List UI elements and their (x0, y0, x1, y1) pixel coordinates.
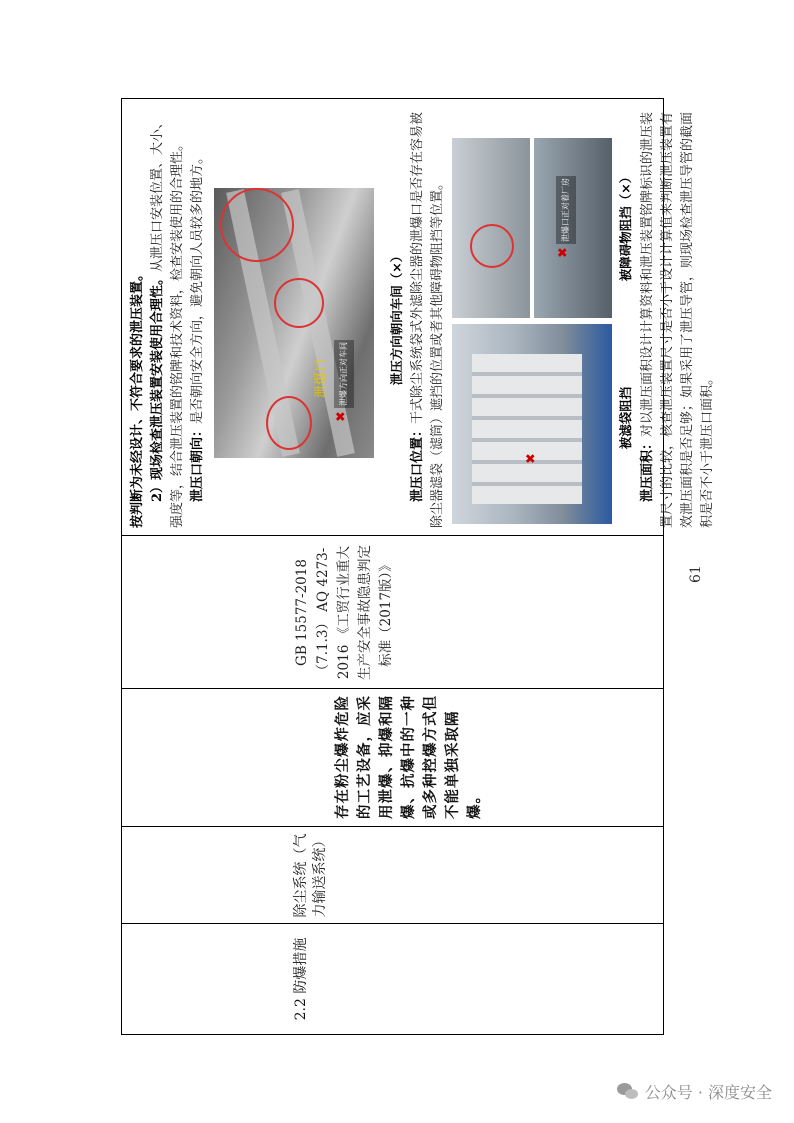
dust-collector-body (472, 354, 582, 504)
vent-direction-photo-area (214, 107, 374, 528)
vent-position-photo-area (452, 107, 633, 528)
check-rationality-heading: 2）现场检查泄压装置安装使用合理性。 (150, 271, 165, 502)
vent-position-block (408, 107, 718, 528)
vent-outlet-label: 泄爆口 (314, 358, 329, 398)
photo-caption: 被滤袋阻挡 (618, 386, 633, 450)
vent-area-heading: 泄压面积： (640, 436, 655, 502)
x-mark-icon: ✖ (556, 247, 571, 258)
obstacle-photo-bottom (534, 138, 612, 318)
photo-annotation: 泄爆口正对着厂房 (556, 176, 576, 244)
vent-position-text: 干式除尘系统袋式外滤除尘器的泄爆口是否存在容易被除尘器滤袋（滤筒）遮挡的位置或者其他障碍物阻挡等位置。 (410, 111, 445, 528)
photo-caption: 被障碍物阻挡（×） (618, 170, 633, 282)
vent-direction-photo (214, 188, 374, 458)
wechat-icon (617, 1083, 639, 1101)
page-number: 61 (688, 565, 704, 583)
vent-area-paragraph (638, 107, 718, 528)
system-cell: 除尘系统（气力输送系统） (293, 833, 328, 918)
photo-caption: 泄压方向朝向车间（×） (389, 249, 404, 386)
check-rationality-paragraph (148, 107, 188, 528)
watermark (617, 1080, 772, 1103)
check-rationality-text: 从泄压口安装位置、大小、强度等，结合泄压装置的铭牌和技术资料，检查安装使用的合理性。 (150, 115, 185, 528)
vent-position-paragraph (408, 107, 448, 528)
highlight-circle (470, 224, 514, 268)
requirement-cell: 存在粉尘爆炸危险的工艺设备，应采用泄爆、抑爆和隔爆、抗爆中的一种或多种控爆方式但不能单独采取隔爆。 (335, 695, 483, 819)
item-number-cell: 2.2 防爆措施 (293, 937, 309, 1021)
vent-direction-heading: 泄压口朝向： (190, 423, 205, 502)
vent-position-heading: 泄压口位置： (410, 423, 425, 502)
vent-area-text: 对以泄压面积设计计算资料和泄压装置铭牌标识的泄压装置尺寸的比较，核查泄压装置尺寸是否小于设计计算值来判断泄压装置有效泄压面积是否足够；如果采用了泄压导管，则现场检查泄压导管的截面积是否不小于泄压口面积。 (640, 111, 715, 528)
highlight-circle (266, 396, 312, 450)
watermark-text: 公众号 · 深度安全 (644, 1083, 772, 1102)
obstacle-photo-top (452, 138, 530, 318)
standard-reference-cell: GB 15577-2018 （7.1.3） AQ 4273-2016 《工贸行业重大生产安全事故隐患判定标准（2017版）》 (294, 545, 394, 680)
highlight-circle (220, 188, 294, 262)
inspection-method-cell (122, 99, 715, 536)
judgement-line: 按判断为未经设计、不符合要求的泄压装置。 (130, 267, 145, 528)
vent-direction-text: 是否朝向安全方向，避免朝向人员较多的地方。 (190, 150, 205, 424)
x-mark-icon: ✖ (334, 411, 349, 422)
photo-annotation: 泄爆方向正对车间 (334, 340, 354, 408)
highlight-circle (274, 278, 324, 328)
x-mark-icon: ✖ (524, 453, 539, 464)
filter-bag-photo (452, 324, 612, 524)
vent-direction-paragraph (188, 107, 208, 528)
